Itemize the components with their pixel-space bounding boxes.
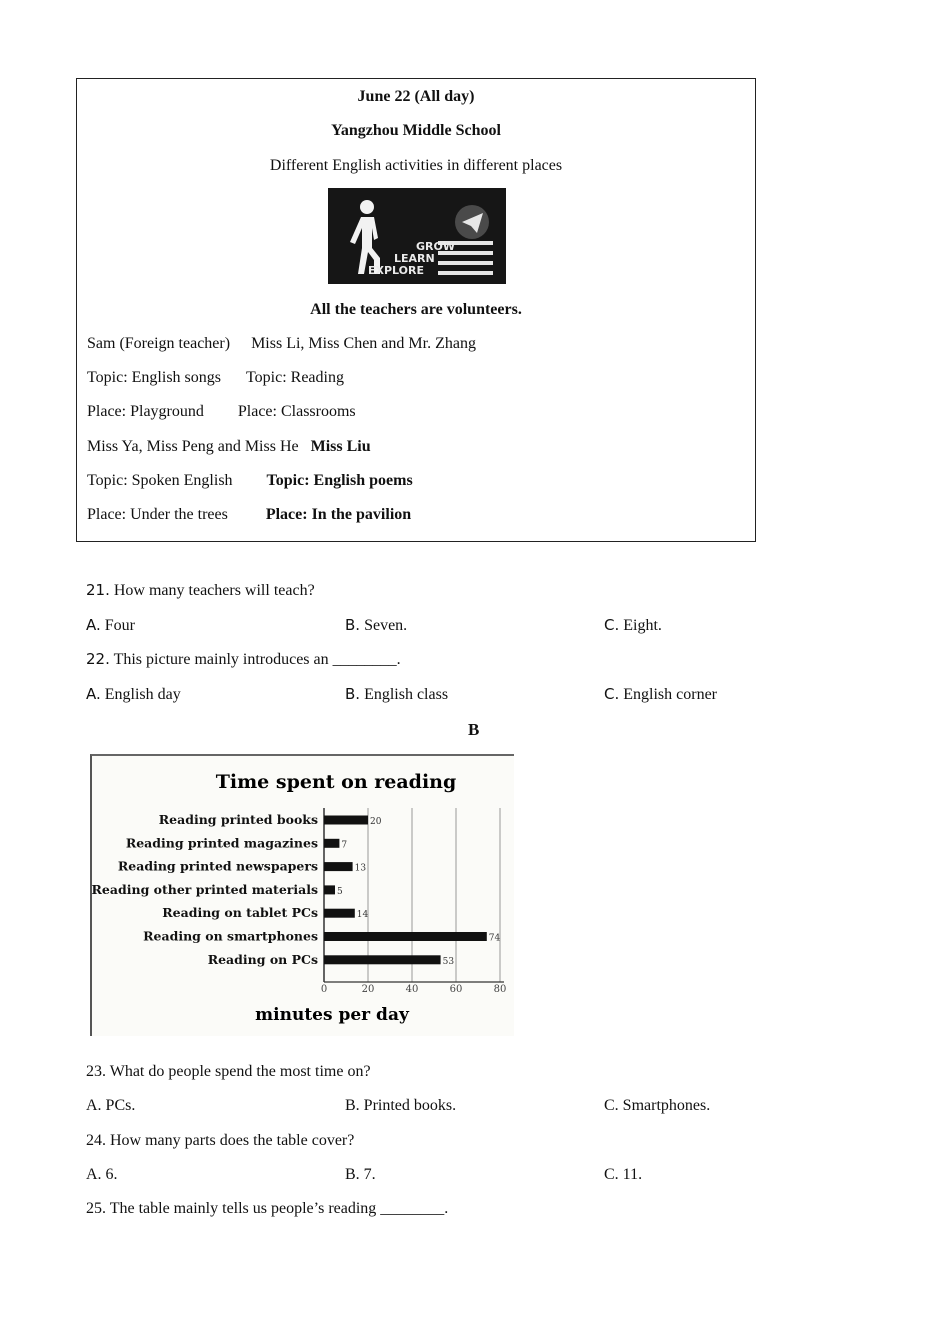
reading-chart xyxy=(90,754,514,1036)
topic-songs: Topic: English songs xyxy=(87,369,221,386)
place-pavilion: Place: In the pavilion xyxy=(265,506,412,523)
chart-data-label: 5 xyxy=(337,886,343,897)
q22-option-c-letter: C. xyxy=(604,685,620,703)
chart-data-label: 14 xyxy=(356,910,369,921)
chart-bar xyxy=(324,955,441,964)
place-trees: Place: Under the trees xyxy=(87,506,228,523)
q21-option-c-letter: C. xyxy=(604,616,620,634)
q21-option-b[interactable] xyxy=(345,616,407,635)
activity-logo xyxy=(328,188,506,284)
q22-option-a-letter: A. xyxy=(86,685,101,703)
notice-row-6 xyxy=(87,506,411,524)
chart-title: Time spent on reading xyxy=(215,771,457,793)
q21-option-b-text: Seven. xyxy=(364,617,408,634)
q21-option-a[interactable] xyxy=(86,616,135,635)
topic-poems: Topic: English poems xyxy=(266,472,413,489)
chart-category-label: Reading printed magazines xyxy=(125,835,318,851)
chart-bar xyxy=(324,839,339,848)
notice-row-2 xyxy=(87,369,344,387)
notice-date: June 22 (All day) xyxy=(357,88,475,105)
notice-row-1 xyxy=(87,335,476,353)
notice-row-5 xyxy=(87,472,413,490)
notice-row-4 xyxy=(87,438,371,456)
logo-graphic xyxy=(328,188,506,284)
chart-category-label: Reading on smartphones xyxy=(143,928,318,944)
chart-xtick-label: 80 xyxy=(493,984,507,995)
notice-subtitle: Different English activities in different places xyxy=(269,157,563,174)
chart-data-label: 20 xyxy=(370,817,382,827)
question-21 xyxy=(86,581,315,600)
q22-option-b-letter: B. xyxy=(345,685,361,703)
q23-option-c[interactable]: C. Smartphones. xyxy=(604,1097,711,1114)
chart-bar xyxy=(324,816,368,825)
q22-text: This picture mainly introduces an ________. xyxy=(113,651,401,668)
q21-option-c[interactable] xyxy=(604,616,662,635)
q22-option-c-text: English corner xyxy=(623,686,717,703)
chart-xtick-label: 0 xyxy=(320,984,328,995)
topic-reading: Topic: Reading xyxy=(246,369,344,386)
question-23: 23. What do people spend the most time on? xyxy=(86,1063,371,1080)
chart-bar xyxy=(324,862,353,871)
q21-option-a-letter: A. xyxy=(86,616,101,634)
topic-spoken: Topic: Spoken English xyxy=(87,472,233,489)
chart-category-label: Reading other printed materials xyxy=(92,881,318,897)
q21-number: 21. xyxy=(86,581,110,599)
q22-option-b[interactable] xyxy=(345,685,448,704)
q21-option-c-text: Eight. xyxy=(623,617,662,634)
chart-bar xyxy=(324,885,335,894)
chart-data-label: 13 xyxy=(354,863,367,874)
chart-xlabel: minutes per day xyxy=(255,1005,409,1025)
chart-data-label: 7 xyxy=(341,840,348,851)
logo-word-explore: EXPLORE xyxy=(368,264,425,277)
volunteers-line: All the teachers are volunteers. xyxy=(310,301,522,318)
q21-text: How many teachers will teach? xyxy=(113,582,315,599)
q23-option-a[interactable]: A. PCs. xyxy=(86,1097,136,1114)
q22-option-a-text: English day xyxy=(104,686,181,703)
notice-row-3 xyxy=(87,403,356,421)
question-22 xyxy=(86,650,401,669)
q22-option-a[interactable] xyxy=(86,685,181,704)
chart-data-label: 74 xyxy=(488,933,501,944)
chart-category-label: Reading on tablet PCs xyxy=(162,905,318,921)
question-24: 24. How many parts does the table cover? xyxy=(86,1132,355,1149)
q22-number: 22. xyxy=(86,650,110,668)
teachers-ya-peng-he: Miss Ya, Miss Peng and Miss He xyxy=(87,438,299,455)
q22-option-b-text: English class xyxy=(364,686,449,703)
notice-box xyxy=(76,78,756,542)
q24-option-b[interactable]: B. 7. xyxy=(345,1166,376,1183)
reading-chart-svg xyxy=(92,756,514,1036)
place-playground: Place: Playground xyxy=(87,403,204,420)
chart-category-label: Reading printed newspapers xyxy=(117,858,318,874)
chart-data-label: 53 xyxy=(442,956,455,967)
chart-category-label: Reading printed books xyxy=(158,812,318,827)
notice-school: Yangzhou Middle School xyxy=(331,122,501,139)
q21-option-b-letter: B. xyxy=(345,616,361,634)
teacher-liu: Miss Liu xyxy=(310,438,371,455)
q24-option-c[interactable]: C. 11. xyxy=(604,1166,643,1183)
logo-word-learn: LEARN xyxy=(394,252,435,265)
chart-xtick-label: 60 xyxy=(449,984,463,995)
place-classrooms: Place: Classrooms xyxy=(237,403,356,420)
chart-bar xyxy=(324,909,355,918)
teacher-sam: Sam (Foreign teacher) xyxy=(87,335,231,352)
chart-xtick-label: 40 xyxy=(405,984,419,995)
chart-bar xyxy=(324,932,487,941)
chart-category-label: Reading on PCs xyxy=(207,951,318,967)
section-b-heading: B xyxy=(468,720,480,739)
teachers-li-chen-zhang: Miss Li, Miss Chen and Mr. Zhang xyxy=(251,335,476,352)
logo-word-grow: GROW xyxy=(416,240,455,253)
q24-option-a[interactable]: A. 6. xyxy=(86,1166,118,1183)
question-25: 25. The table mainly tells us people’s reading ________. xyxy=(86,1200,449,1217)
q23-option-b[interactable]: B. Printed books. xyxy=(345,1097,457,1114)
q22-option-c[interactable] xyxy=(604,685,717,704)
chart-xtick-label: 20 xyxy=(361,984,375,995)
q21-option-a-text: Four xyxy=(104,617,135,634)
